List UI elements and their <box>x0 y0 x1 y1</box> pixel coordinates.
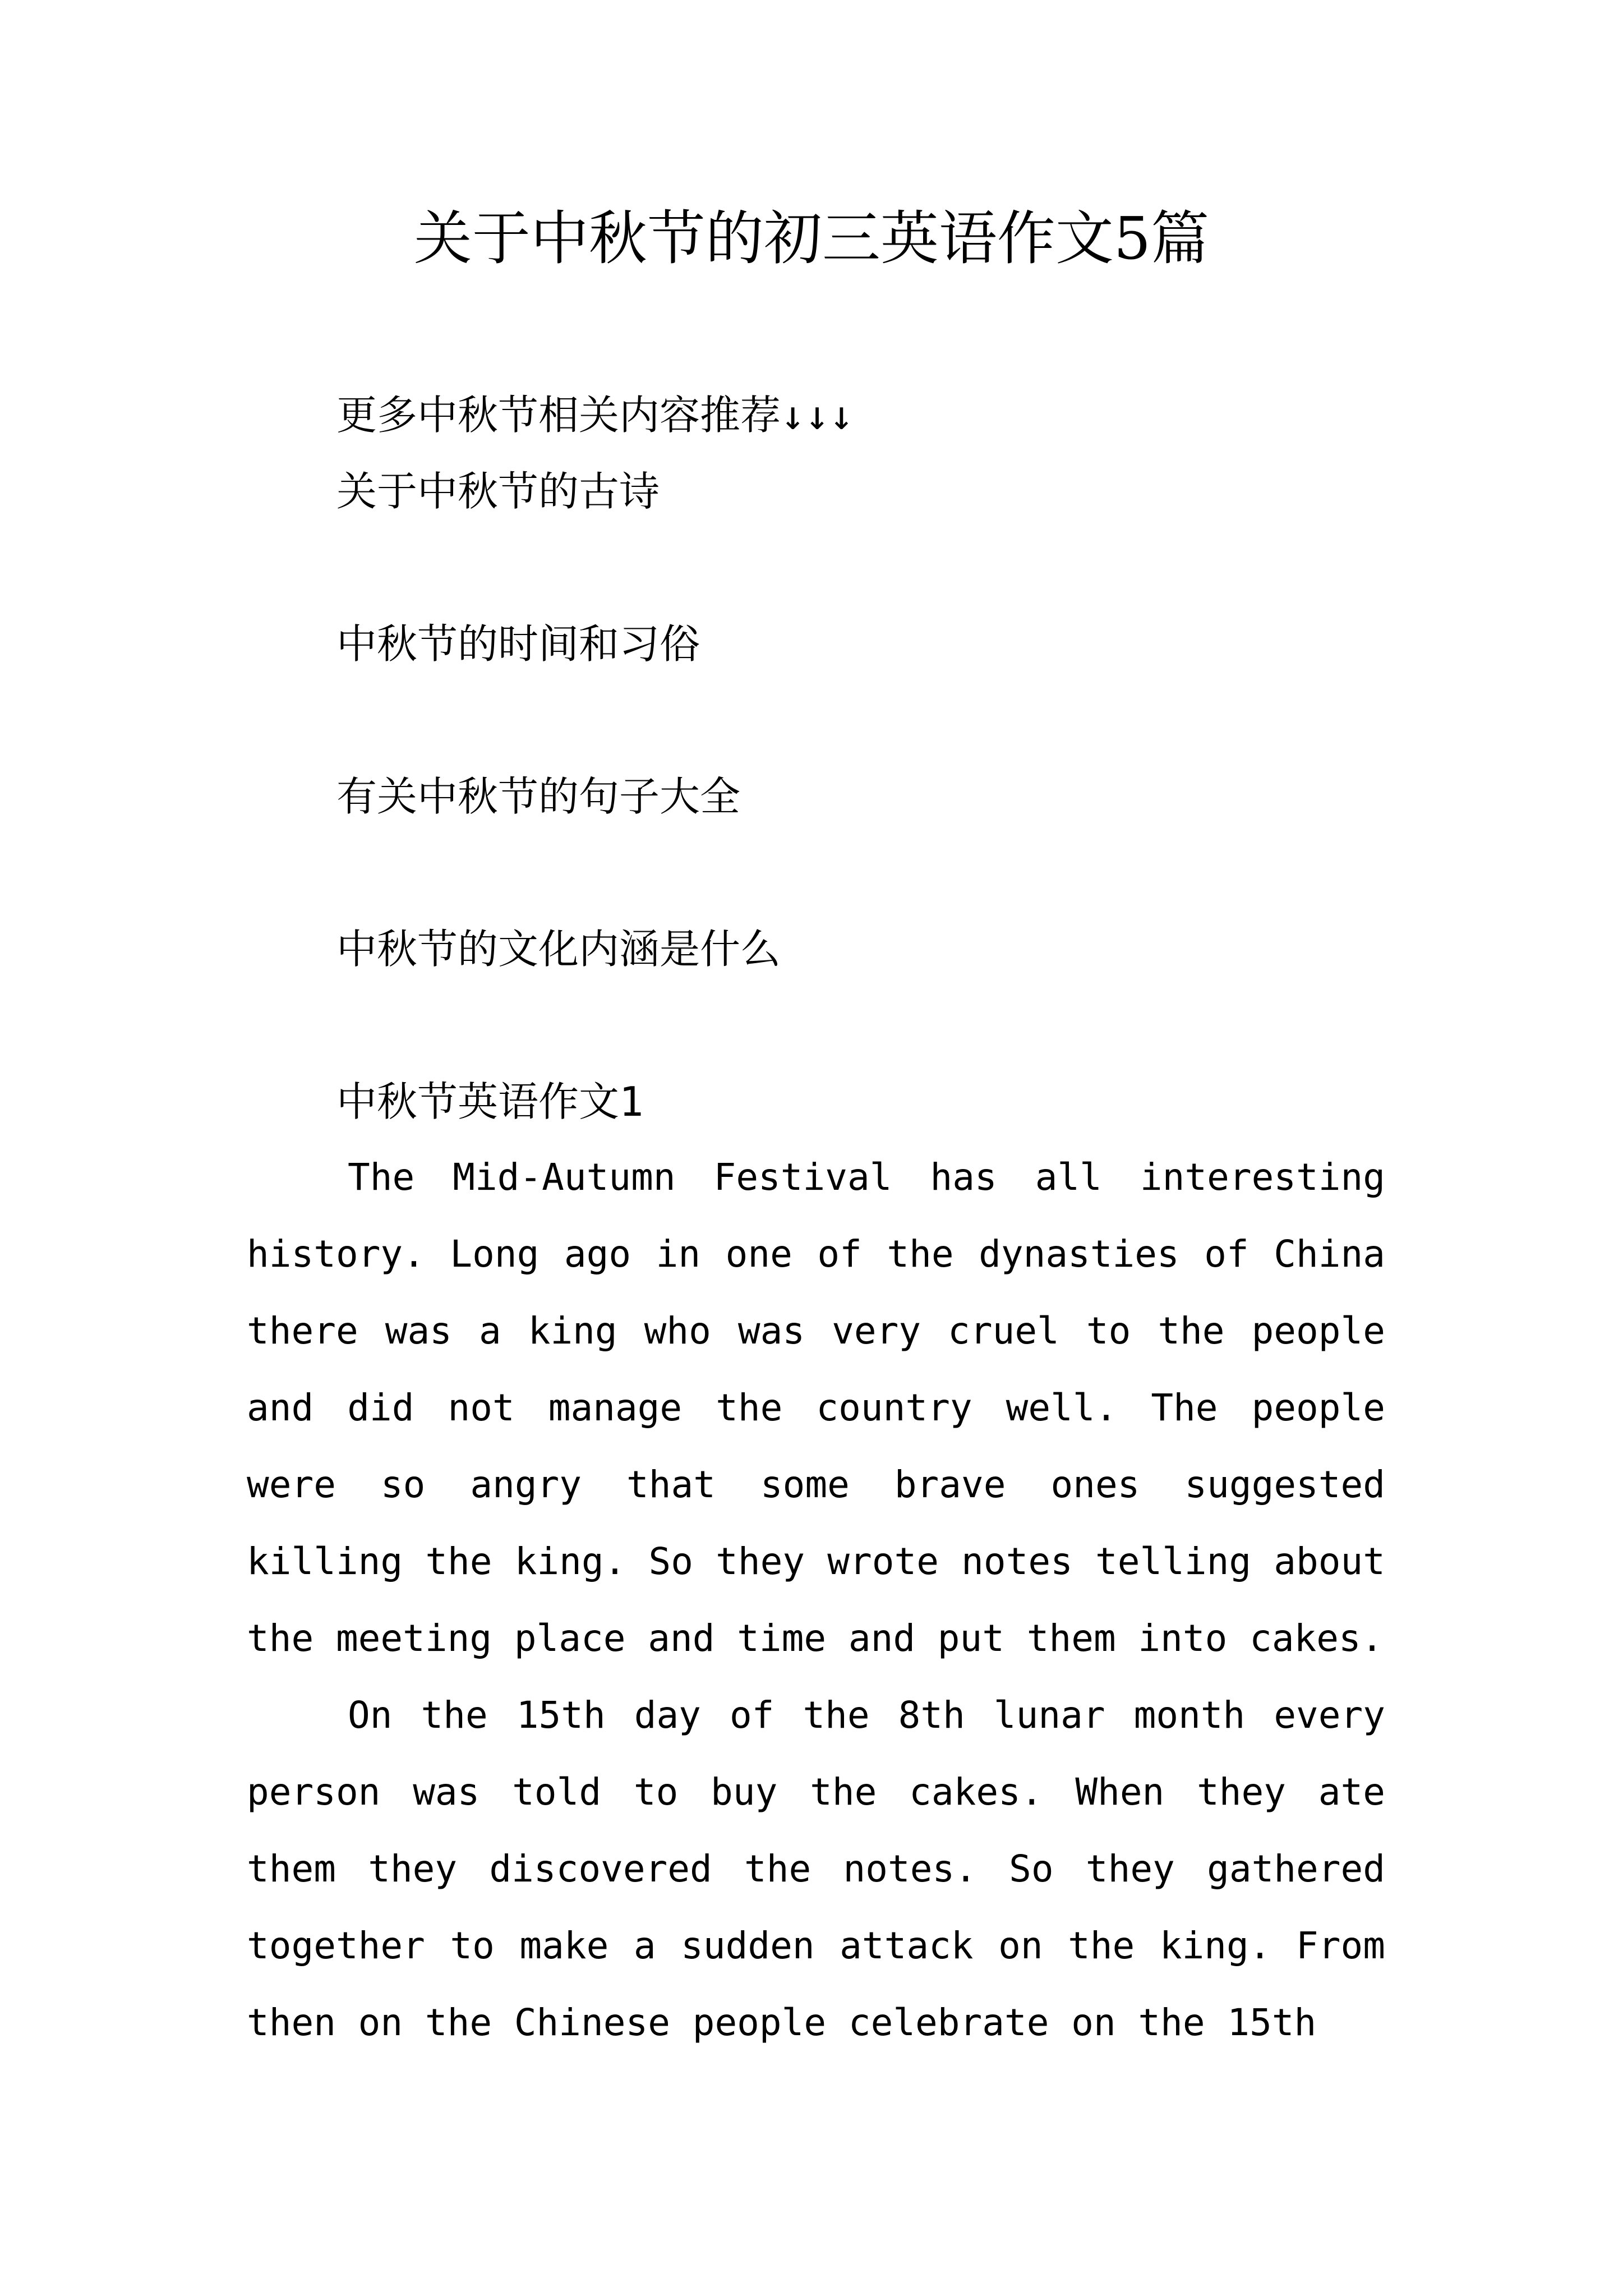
essay-heading: 中秋节英语作文1 <box>336 1078 644 1125</box>
spacer <box>336 835 1402 911</box>
document-title: 关于中秋节的初三英语作文5篇 <box>413 204 1210 273</box>
related-link[interactable]: 关于中秋节的古诗 <box>336 468 660 515</box>
spacer <box>336 682 1402 758</box>
related-links-section <box>336 377 1402 1140</box>
spacer <box>336 987 1402 1064</box>
related-link[interactable]: 中秋节的时间和习俗 <box>336 620 700 668</box>
related-link[interactable]: 中秋节的文化内涵是什么 <box>336 926 781 973</box>
recommend-header: 更多中秋节相关内容推荐↓↓↓ <box>336 392 854 439</box>
related-link[interactable]: 有关中秋节的句子大全 <box>336 773 741 820</box>
essay-paragraph: The Mid-Autumn Festival has all interesting history. Long ago in one of the dynasties of China there was a king who was very cruel to the people and did not manage the country well. The people were so angry that some brave ones suggested killing the king. So they wrote notes telling about the meeting place and time and put them into cakes. <box>247 1156 1385 1660</box>
spacer <box>336 530 1402 606</box>
essay-body <box>247 1139 1385 2061</box>
essay-paragraph: On the 15th day of the 8th lunar month every person was told to buy the cakes. When they ate them they discovered the notes. So they gathered together to make a sudden attack on the king. From then on the Chinese people celebrate on the 15th <box>247 1694 1385 2044</box>
